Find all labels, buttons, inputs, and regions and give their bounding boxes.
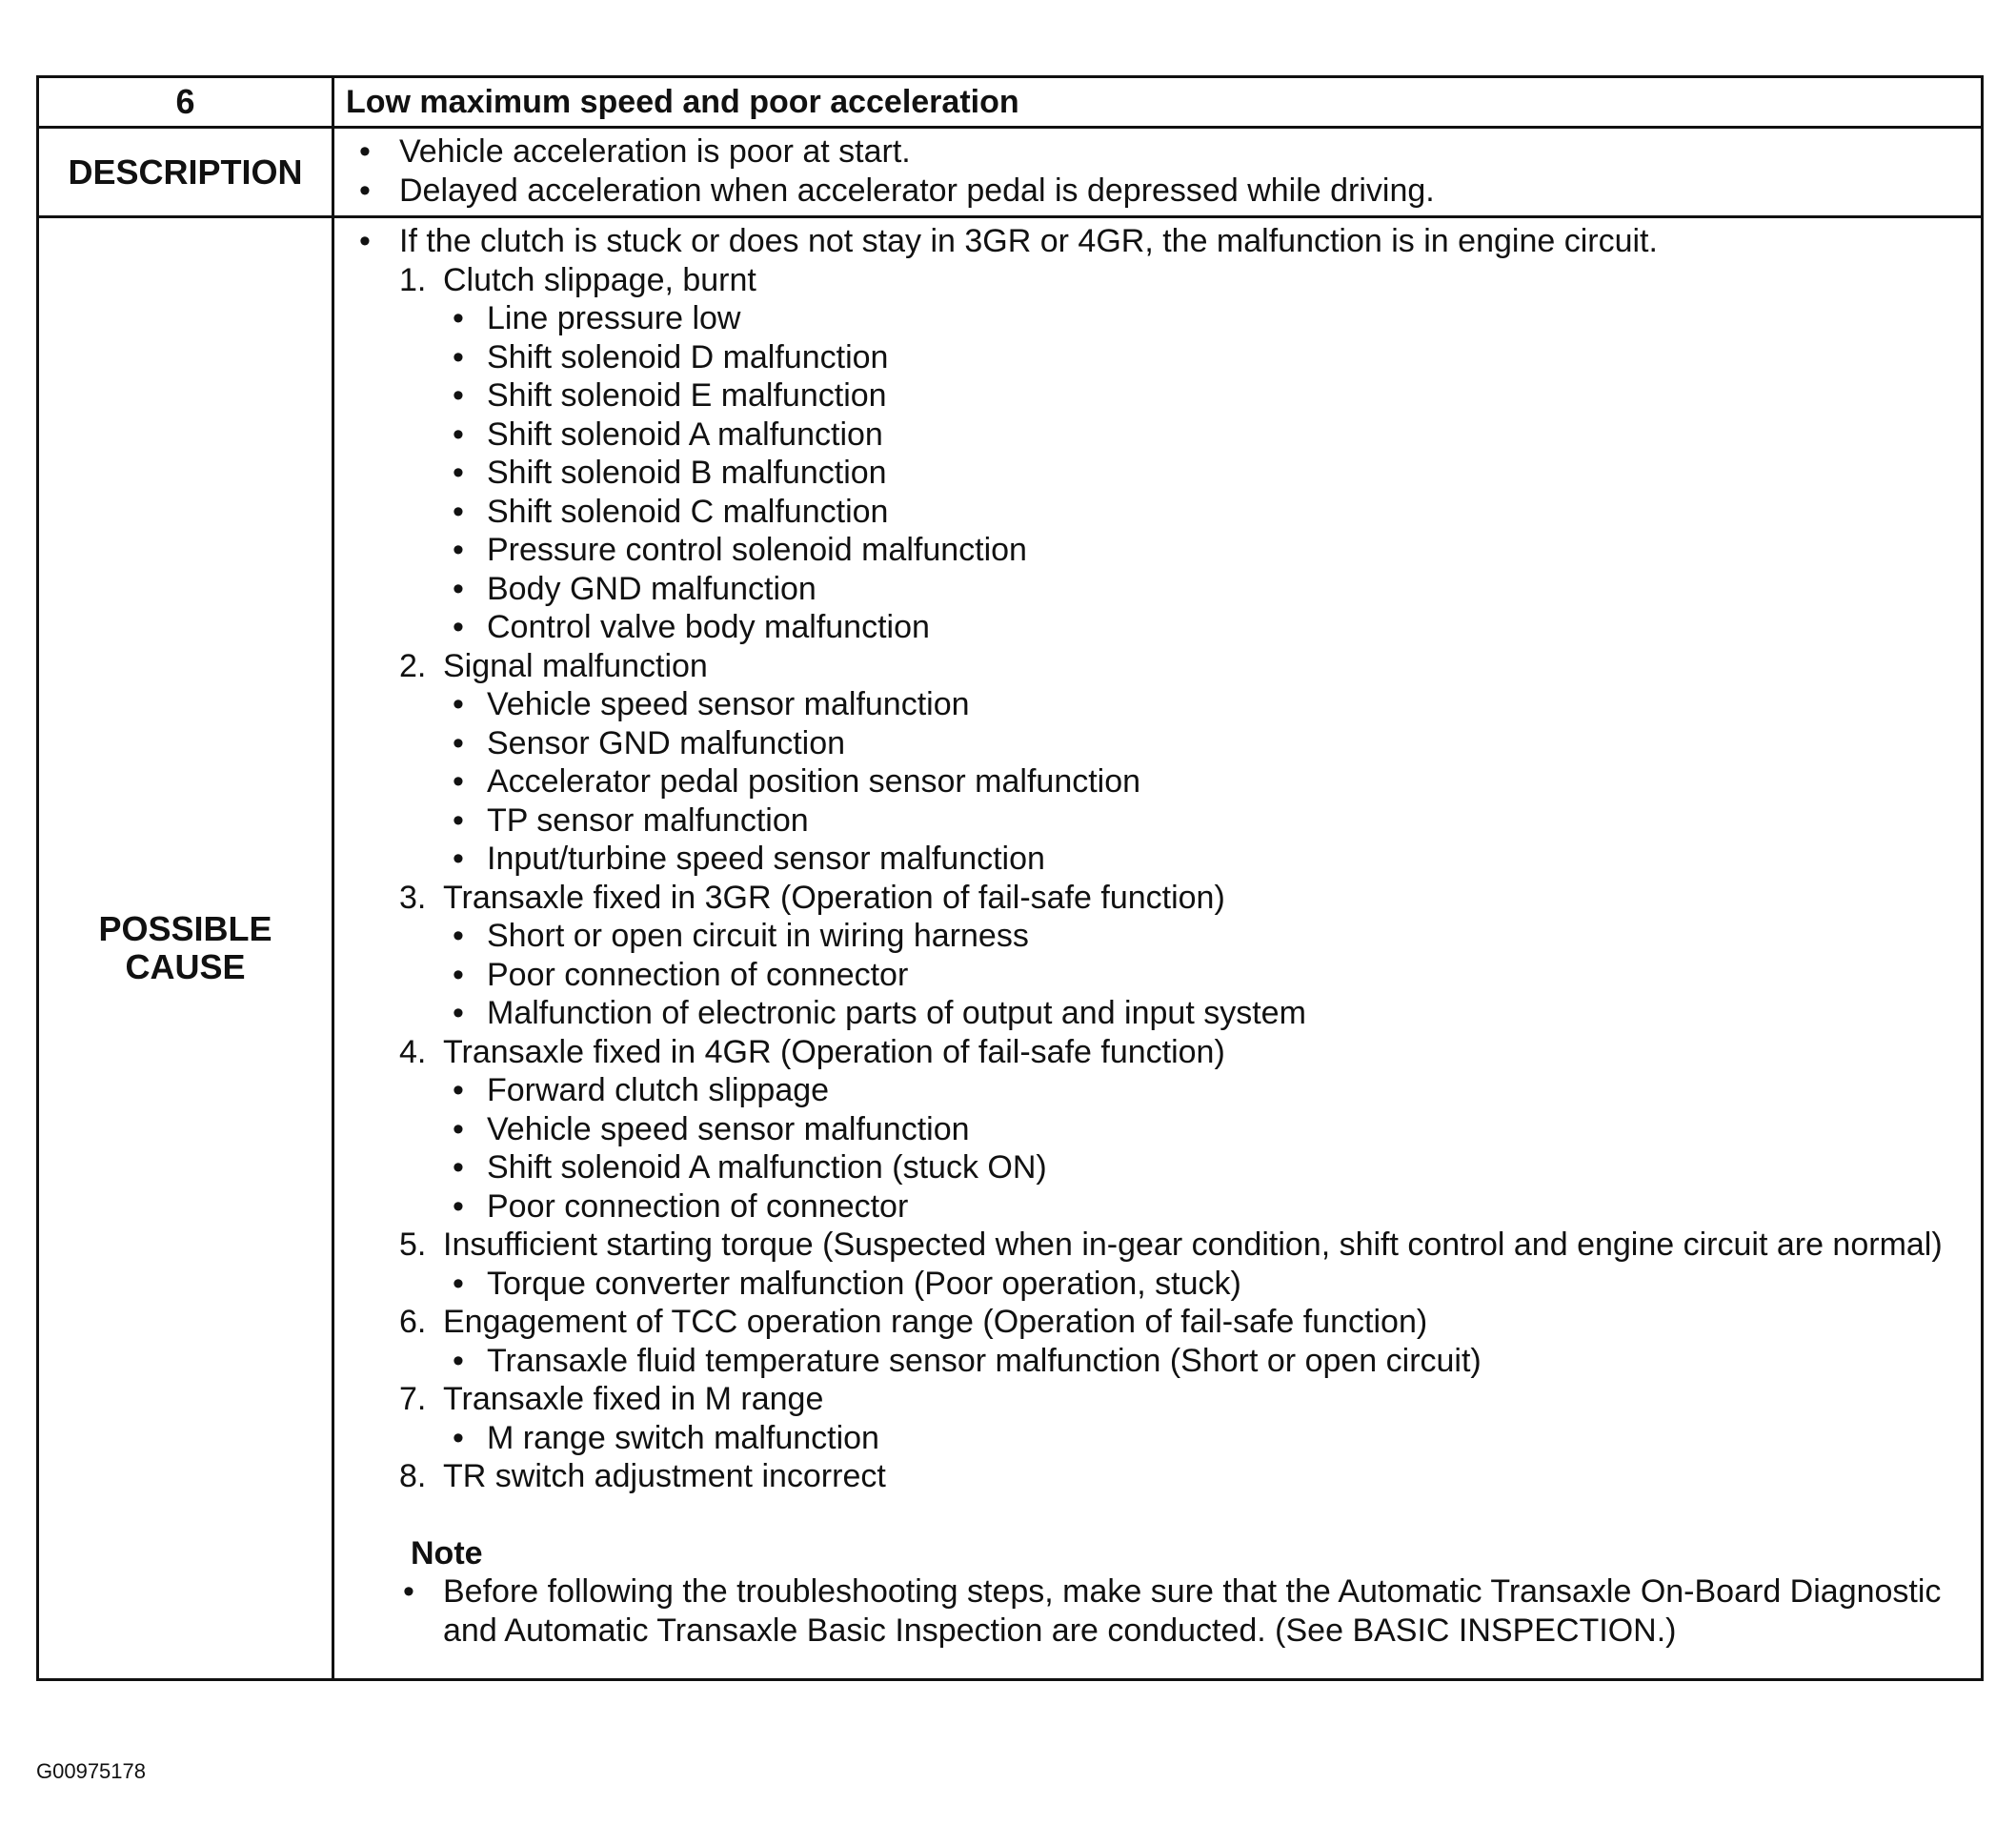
description-row [38, 128, 1983, 217]
cause-sub-item: • Shift solenoid D malfunction [443, 338, 1969, 377]
cause-sub-list [443, 1419, 1969, 1458]
item-title: Low maximum speed and poor acceleration [333, 77, 1983, 128]
cause-sub-item: • Short or open circuit in wiring harness [443, 917, 1969, 956]
cause-sub-item: • TP sensor malfunction [443, 801, 1969, 841]
cause-number: 2. [399, 647, 427, 684]
cause-sub-item: • Accelerator pedal position sensor malfunction [443, 762, 1969, 801]
cause-sub-item: • Shift solenoid B malfunction [443, 454, 1969, 493]
cause-item [399, 1457, 1969, 1496]
possible-cause-label-line1: POSSIBLE [98, 909, 272, 948]
cause-sub-item: • Sensor GND malfunction [443, 724, 1969, 763]
note-text: • Before following the troubleshooting steps, make sure that the Automatic Transaxle On-Board Diagnostic and Automatic Transaxle Basic Inspection are conducted. (See BASIC INSPECTION.) [399, 1572, 1969, 1650]
troubleshooting-table [36, 75, 1984, 1681]
cause-item [399, 1226, 1969, 1303]
possible-cause-content [333, 217, 1983, 1680]
note-title: Note [411, 1534, 483, 1571]
cause-sub-list [443, 1071, 1969, 1226]
figure-id: G00975178 [36, 1759, 146, 1783]
cause-sub-item: • Vehicle speed sensor malfunction [443, 1110, 1969, 1149]
cause-sub-list [443, 1342, 1969, 1381]
cause-sub-item: • Forward clutch slippage [443, 1071, 1969, 1110]
possible-cause-row [38, 217, 1983, 1680]
description-item: • Vehicle acceleration is poor at start. [346, 132, 1969, 172]
cause-sub-item: • Line pressure low [443, 299, 1969, 338]
cause-intro: • If the clutch is stuck or does not stay in 3GR or 4GR, the malfunction is in engine circuit. [346, 222, 1969, 261]
cause-item [399, 1303, 1969, 1380]
cause-item [399, 261, 1969, 647]
possible-cause-label [38, 217, 333, 1680]
cause-sub-item: • Pressure control solenoid malfunction [443, 531, 1969, 570]
cause-item [399, 1033, 1969, 1227]
cause-sub-item: • Torque converter malfunction (Poor operation, stuck) [443, 1265, 1969, 1304]
cause-list [399, 261, 1969, 1496]
description-label: DESCRIPTION [38, 128, 333, 217]
possible-cause-label-line2: CAUSE [125, 947, 246, 986]
cause-item [399, 879, 1969, 1033]
cause-sub-item: • Poor connection of connector [443, 956, 1969, 995]
cause-text: Transaxle fixed in 4GR (Operation of fail-safe function) [443, 1033, 1225, 1070]
cause-sub-list [443, 1265, 1969, 1304]
cause-sub-item: • Shift solenoid A malfunction (stuck ON) [443, 1148, 1969, 1187]
cause-text: Transaxle fixed in 3GR (Operation of fail-safe function) [443, 879, 1225, 916]
cause-item [399, 1380, 1969, 1457]
cause-number: 5. [399, 1227, 427, 1263]
cause-number: 3. [399, 879, 427, 916]
cause-sub-list [443, 299, 1969, 647]
description-content [333, 128, 1983, 217]
cause-text: TR switch adjustment incorrect [443, 1458, 886, 1494]
description-item: • Delayed acceleration when accelerator pedal is depressed while driving. [346, 172, 1969, 211]
cause-sub-list [443, 685, 1969, 879]
cause-sub-item: • Poor connection of connector [443, 1187, 1969, 1227]
description-list [346, 132, 1969, 210]
cause-sub-item: • Control valve body malfunction [443, 608, 1969, 647]
note-block [399, 1534, 1969, 1651]
cause-number: 7. [399, 1381, 427, 1417]
cause-sub-item: • Shift solenoid C malfunction [443, 493, 1969, 532]
cause-item [399, 647, 1969, 879]
cause-text: Signal malfunction [443, 647, 708, 684]
cause-number: 6. [399, 1304, 427, 1340]
cause-sub-item: • Transaxle fluid temperature sensor malfunction (Short or open circuit) [443, 1342, 1969, 1381]
cause-sub-list [443, 917, 1969, 1033]
cause-sub-item: • Malfunction of electronic parts of output and input system [443, 994, 1969, 1033]
cause-sub-item: • Shift solenoid E malfunction [443, 376, 1969, 416]
cause-number: 4. [399, 1033, 427, 1070]
cause-text: Engagement of TCC operation range (Operation of fail-safe function) [443, 1304, 1428, 1340]
cause-text: Transaxle fixed in M range [443, 1381, 824, 1417]
cause-sub-item: • Vehicle speed sensor malfunction [443, 685, 1969, 724]
cause-intro-list [346, 222, 1969, 261]
table-header-row [38, 77, 1983, 128]
cause-text: Insufficient starting torque (Suspected when in-gear condition, shift control and engine circuit are normal) [443, 1227, 1943, 1263]
cause-text: Clutch slippage, burnt [443, 261, 756, 298]
cause-sub-item: • Body GND malfunction [443, 570, 1969, 609]
cause-sub-item: • Shift solenoid A malfunction [443, 416, 1969, 455]
cause-number: 1. [399, 261, 427, 298]
cause-sub-item: • Input/turbine speed sensor malfunction [443, 840, 1969, 879]
cause-number: 8. [399, 1458, 427, 1494]
cause-sub-item: • M range switch malfunction [443, 1419, 1969, 1458]
item-number: 6 [38, 77, 333, 128]
